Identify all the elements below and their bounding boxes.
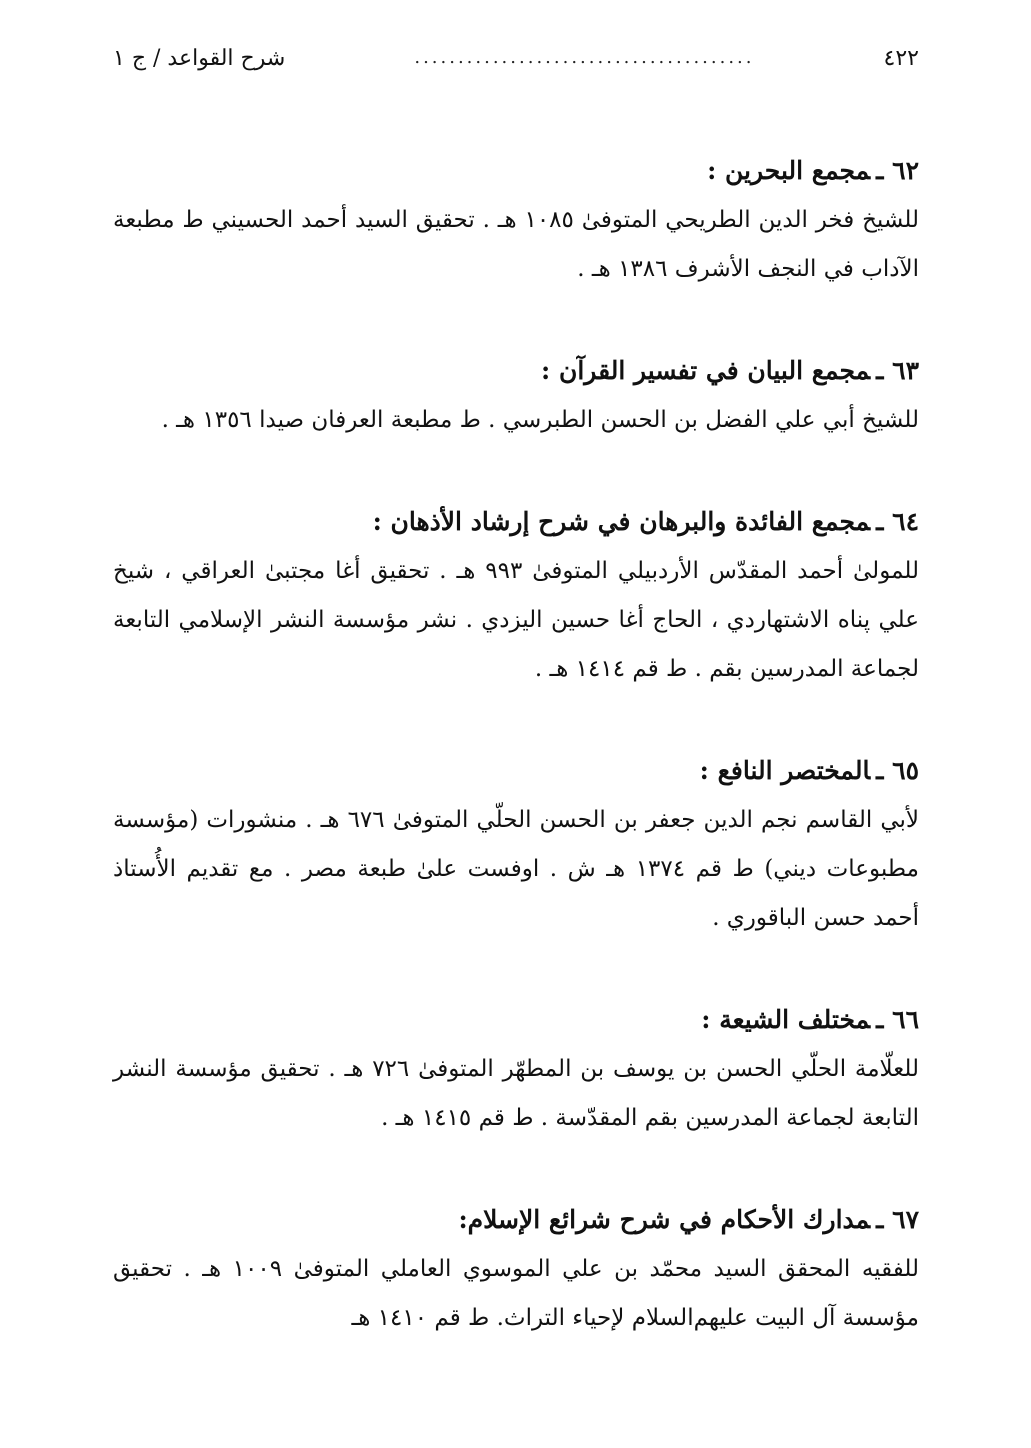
- bibliography-entry: [113, 1201, 919, 1343]
- bibliography-entry: [113, 752, 919, 943]
- entry-number: ٦٥ ـ: [876, 756, 919, 785]
- running-header: [113, 38, 919, 78]
- entry-body: للعلّامة الحلّي الحسن بن يوسف بن المطهّر المتوفىٰ ٧٢٦ هـ . تحقيق مؤسسة النشر التابعة لجماعة المدرسين بقم المقدّسة . ط قم ١٤١٥ هـ .: [113, 1056, 919, 1131]
- bibliography-entry: [113, 503, 919, 694]
- entry-title: المختصر النافع :: [699, 756, 871, 785]
- entry-body: للشيخ فخر الدين الطريحي المتوفىٰ ١٠٨٥ هـ . تحقيق السيد أحمد الحسيني ط مطبعة الآداب في النجف الأشرف ١٣٨٦ هـ .: [113, 207, 919, 282]
- document-page: [113, 0, 919, 1448]
- bibliography-entry: [113, 1001, 919, 1143]
- entry-heading: [113, 352, 919, 390]
- page-number: ٤٢٢: [883, 45, 919, 71]
- entry-body: للفقيه المحقق السيد محمّد بن علي الموسوي العاملي المتوفىٰ ١٠٠٩ هـ . تحقيق مؤسسة آل البيت عليهم‌السلام لإحياء التراث. ط قم ١٤١٠ هـ: [113, 1256, 919, 1331]
- bibliography-entry: [113, 152, 919, 294]
- entry-heading: [113, 152, 919, 190]
- entry-number: ٦٧ ـ: [876, 1205, 919, 1234]
- entry-title: مدارك الأحكام في شرح شرائع الإسلام:: [458, 1205, 871, 1234]
- running-title: شرح القواعد / ج ١: [113, 45, 286, 71]
- entry-body: للمولىٰ أحمد المقدّس الأردبيلي المتوفىٰ ٩٩٣ هـ . تحقيق أغا مجتبىٰ العراقي ، شيخ علي پناه الاشتهاردي ، الحاج أغا حسين اليزدي . نشر مؤسسة النشر الإسلامي التابعة لجماعة المدرسين بقم . ط قم ١٤١٤ هـ .: [113, 558, 919, 682]
- entry-title: مختلف الشيعة :: [701, 1005, 871, 1034]
- bibliography-entries: [113, 152, 919, 1401]
- entry-title: مجمع الفائدة والبرهان في شرح إرشاد الأذهان :: [372, 507, 871, 536]
- entry-number: ٦٢ ـ: [876, 156, 919, 185]
- entry-title: مجمع البيان في تفسير القرآن :: [541, 356, 871, 385]
- entry-number: ٦٣ ـ: [876, 356, 919, 385]
- entry-heading: [113, 1001, 919, 1039]
- entry-body: لأبي القاسم نجم الدين جعفر بن الحسن الحلّي المتوفىٰ ٦٧٦ هـ . منشورات (مؤسسة مطبوعات ديني) ط قم ١٣٧٤ هـ ش . اوفست علىٰ طبعة مصر . مع تقديم الأُستاذ أحمد حسن الباقوري .: [113, 807, 920, 931]
- entry-heading: [113, 1201, 919, 1239]
- entry-heading: [113, 752, 919, 790]
- entry-title: مجمع البحرين :: [707, 156, 871, 185]
- entry-body: للشيخ أبي علي الفضل بن الحسن الطبرسي . ط مطبعة العرفان صيدا ١٣٥٦ هـ .: [161, 407, 919, 433]
- entry-number: ٦٦ ـ: [876, 1005, 919, 1034]
- bibliography-entry: [113, 352, 919, 445]
- header-leader-dots: .......................................: [414, 47, 755, 68]
- entry-heading: [113, 503, 919, 541]
- entry-number: ٦٤ ـ: [876, 507, 919, 536]
